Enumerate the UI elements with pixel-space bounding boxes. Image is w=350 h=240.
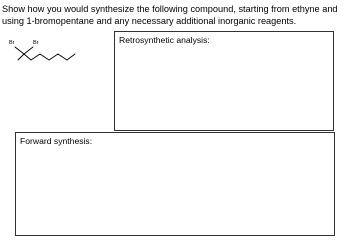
bromine-label-2: Br (33, 40, 39, 46)
bromine-label-1: Br (9, 40, 15, 46)
geminal-dibromide-structure (0, 34, 110, 74)
retrosynthetic-analysis-box[interactable] (114, 31, 334, 131)
carbon-chain (18, 54, 75, 60)
question-text: Show how you would synthesize the following compound, starting from ethyne and using 1-bromopentane and any necessary additional inorganic reagents. (2, 4, 338, 26)
bond-c-br-2 (24, 47, 33, 54)
bond-c-br-1 (15, 47, 24, 54)
forward-synthesis-label: Forward synthesis: (20, 136, 93, 146)
retrosynthetic-analysis-label: Retrosynthetic analysis: (119, 35, 210, 45)
forward-synthesis-box[interactable] (15, 132, 335, 236)
